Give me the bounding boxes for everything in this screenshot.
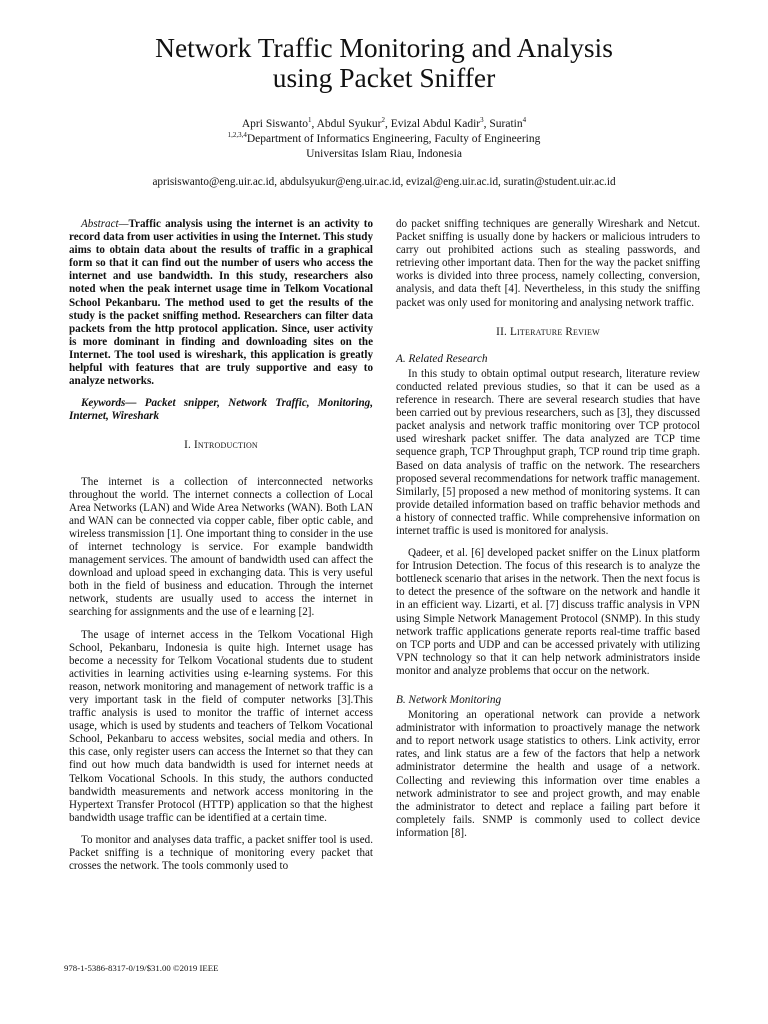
author-emails: aprisiswanto@eng.uir.ac.id, abdulsyukur@eng.uir.ac.id, evizal@eng.uir.ac.id, suratin@student.uir.ac.id — [152, 176, 616, 188]
author-2: , Abdul Syukur — [311, 118, 382, 130]
abstract-dash: — — [118, 218, 129, 230]
subsection-a-heading: A. Related Research — [396, 352, 488, 365]
author-1: Apri Siswanto — [241, 118, 308, 130]
section-1-heading: I. Introduction — [184, 439, 258, 452]
lit-a-paragraph-2: Qadeer, et al. [6] developed packet sniffer on the Linux platform for Intrusion Detection. The focus of this research is to analyze the bottleneck scenario that arises in the network. Then the next focus is to detect the presence of the software on the network and handle it in an efficient way. Lizarti, et al. [7] discuss traffic analysis in VPN using Simple Network Management Protocol (SNMP). In this study network traffic applications generate reports real-time traffic based on TCP ports and UDP and can be accessed privately with utilizing VPN technology so that it can help network administrators inside monitor and analyze problems that occur on the network. — [396, 547, 700, 677]
intro-paragraph-3: To monitor and analyses data traffic, a packet sniffer tool is used. Packet sniffing is a technique of monitoring every packet that crosses the network. The tools commonly used to — [69, 833, 373, 873]
spacer — [69, 467, 373, 476]
author-4: , Suratin — [483, 118, 523, 130]
lit-b-paragraph-1: Monitoring an operational network can provide a network administrator with information to proactively manage the network and to report network usage statistics to others. Link activity, error rates, and link status are a few of the factors that help a network administrator determine the health and usage of a network. Collecting and reviewing this information over time enables a network administrator to see and project growth, and may enable the administrator to detect and replace a failing part before it completely fails. SNMP is commonly used to collect device information [8]. — [396, 709, 700, 839]
affiliation-sup: 1,2,3,4 — [227, 131, 247, 139]
spacer — [69, 825, 373, 834]
spacer — [69, 620, 373, 629]
affiliation — [40, 132, 728, 147]
left-column — [69, 218, 373, 873]
intro-paragraph-1: The internet is a collection of interconnected networks throughout the world. The internet connects a collection of Local Area Networks (LAN) and Wide Area Networks (WAN). Both LAN and WAN can be connected via copper cable, fiber optic cable, and wireless transmission [1]. One important thing to consider in the use of internet technology is service. For example bandwidth management services. The amount of bandwidth used can affect the download and upload speed in exchanging data. This is very useful both in the field of business and education. Through the internet network, students are usually used to access the internet in searching for assignments and the use of e learning [2]. — [69, 475, 373, 619]
title-line-1: Network Traffic Monitoring and Analysis — [155, 32, 613, 63]
right-paragraph-1: do packet sniffing techniques are generally Wireshark and Netcut. Packet sniffing is usually done by hackers or malicious intruders to carry out prohibited actions such as stealing passwords, and retrieving other important data. Then for the way the packet sniffing works is divided into three process, namely collecting, conversion, analysis, and data theft [4]. Nevertheless, in this study the sniffing packet was only used for monitoring and analysing network traffic. — [396, 218, 700, 309]
intro-paragraph-2: The usage of internet access in the Telkom Vocational High School, Pekanbaru, Indonesia is quite high. Internet usage has become a necessity for Telkom Vocational students due to student activities in learning activities using e-learning systems. For this reason, network monitoring and management of network traffic is a very important task in the field of computer networks [3].This traffic analysis is used to monitor the traffic of internet access usage, which is used by students and teachers of Telkom Vocational School, Pekanbaru to access websites, social media and others. In this case, only register users can access the Internet so that they can find out how much data bandwidth is used for internet needs at Telkom Vocational Schools. In this study, the authors conducted bandwidth measurements and network access monitoring in the Hypertext Transfer Protocol (HTTP) application so that the highest bandwidth usage traffic can be identified at a certain time. — [69, 628, 373, 824]
lit-a-paragraph-1: In this study to obtain optimal output research, literature review conducted related previous studies, so that it can be used as a reference in research. There are several research studies that have been carried out by previous researchers, such as [3], they discussed packet analysis and network traffic monitoring over TCP protocol used wireshark packet sniffer. The data analyzed are TCP time sequence graph, TCP Throughput graph, TCP round trip time graph. Based on data analysis of traffic on the network. The researchers proposed several recommendations for network traffic management. Similarly, [5] proposed a new method of monitoring systems. It can provide detailed information based on traffic behavior methods and a history of connected traffic. While comprehensive information on internet traffic is used is monitored for analysis. — [396, 367, 700, 537]
author-3-sup: 3 — [480, 116, 484, 124]
title-line-2: using Packet Sniffer — [272, 62, 496, 93]
paper-title — [40, 33, 728, 93]
copyright-footer: 978-1-5386-8317-0/19/$31.00 ©2019 IEEE — [64, 963, 219, 973]
author-2-sup: 2 — [381, 116, 385, 124]
subsection-b-heading: B. Network Monitoring — [396, 694, 502, 706]
author-block — [40, 117, 728, 162]
author-1-sup: 1 — [307, 116, 312, 124]
abstract — [69, 218, 373, 388]
right-column — [396, 218, 700, 840]
spacer — [396, 678, 700, 694]
abstract-lead: Abstract — [81, 218, 119, 230]
university: Universitas Islam Riau, Indonesia — [306, 148, 462, 160]
keywords: Keywords— Packet snipper, Network Traffic, Monitoring, Internet, Wireshark — [69, 397, 373, 423]
abstract-text: Traffic analysis using the internet is an activity to record data from user activities in using the Internet. This study aims to obtain data about the results of traffic in a graphical form so that it can find out the number of users who access the internet and use bandwidth. In this study, researchers also noted when the peak internet usage time in Telkom Vocational School Pekanbaru. The method used to get the results of the study is the packet sniffing method. Researchers can filter data packets from the http protocol application. Since, user activity is more dominant in finding and downloading sites on the Internet. The tool used is wireshark, this application is greatly helpful with features that are truly supportive and easy to analyze networks. — [69, 218, 373, 388]
author-3: , Evizal Abdul Kadir — [384, 118, 481, 130]
author-4-sup: 4 — [522, 116, 527, 124]
affiliation-text: Department of Informatics Engineering, Faculty of Engineering — [246, 133, 541, 145]
section-2-heading: II. Literature Review — [496, 325, 600, 338]
spacer — [396, 538, 700, 547]
author-names — [40, 117, 728, 132]
